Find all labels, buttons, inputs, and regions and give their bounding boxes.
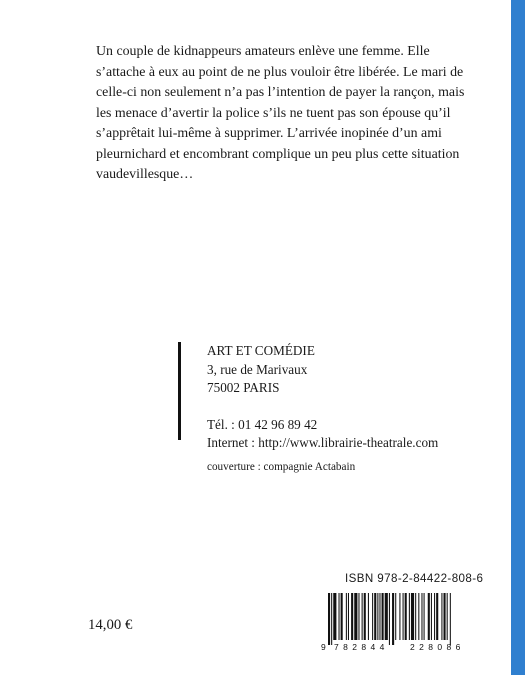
publisher-street: 3, rue de Marivaux [207, 361, 308, 377]
barcode-digit-prefix: 9 [321, 642, 326, 652]
cover-credit: couverture : compagnie Actabain [207, 461, 356, 473]
blurb-line: pleurnichard et encombrant complique un peu plus cette situation [96, 146, 460, 162]
barcode-bar [399, 593, 400, 640]
barcode-bar [447, 593, 448, 640]
barcode-bar [436, 593, 438, 640]
barcode-bar [339, 593, 340, 640]
blurb-line: celle-ci non seulement n’a pas l’intention de payer la rançon, mais [96, 85, 465, 100]
barcode-bar [374, 593, 376, 640]
spacer [207, 398, 438, 416]
publisher-city: 75002 PARIS [207, 380, 280, 395]
barcode-bar [358, 593, 359, 640]
barcode-bar [444, 593, 446, 640]
barcode-bar [346, 593, 347, 640]
barcode-bar [333, 593, 336, 640]
barcode-bar [379, 593, 380, 640]
blurb-line: s’attache à eux au point de ne plus vouloir être libérée. Le mari de [96, 64, 464, 80]
blurb-line: vaudevillesque… [96, 167, 194, 182]
barcode-bar [392, 593, 394, 645]
barcode-digits-left: 782844 [334, 642, 389, 652]
barcode-digits-right: 228086 [410, 642, 465, 652]
barcode-bar [421, 593, 422, 640]
barcode-bar [428, 593, 430, 640]
blurb-line: les menace d’avertir la police s’ils ne tuent pas son épouse qu’il [96, 105, 451, 121]
barcode-bar [364, 593, 366, 640]
isbn-label: ISBN 978-2-84422-808-6 [345, 572, 484, 585]
blurb-line: s’apprêtait lui-même à supprimer. L’arrivée inopinée d’un ami [96, 126, 442, 141]
barcode-bar [385, 593, 388, 640]
barcode-bar [348, 593, 349, 640]
barcode-bar [431, 593, 432, 640]
back-cover-blurb [96, 42, 499, 186]
barcode-bar [395, 593, 396, 640]
blurb-line: Un couple de kidnappeurs amateurs enlève une femme. Elle [96, 44, 430, 59]
barcode-bar [441, 593, 442, 640]
barcode-bar [341, 593, 343, 640]
barcode-bar [424, 593, 425, 640]
isbn-barcode [320, 593, 493, 653]
barcode-bar [450, 593, 451, 645]
barcode-bar [328, 593, 330, 645]
barcode-bar [411, 593, 414, 640]
publisher-website: Internet : http://www.librairie-theatrale.com [207, 435, 439, 450]
barcode-bar [434, 593, 435, 640]
publisher-phone: Tél. : 01 42 96 89 42 [207, 416, 318, 432]
publisher-block [178, 342, 439, 450]
barcode-bar [403, 593, 404, 640]
barcode-bar [382, 593, 384, 640]
publisher-name: ART ET COMÉDIE [207, 343, 315, 358]
barcode-bar [362, 593, 363, 640]
price: 14,00 € [88, 617, 133, 633]
barcode-bar [415, 593, 416, 640]
barcode-bar [418, 593, 419, 640]
barcode-bar [331, 593, 332, 645]
barcode-bar [372, 593, 373, 640]
barcode-bar [409, 593, 410, 640]
barcode-bar [389, 593, 390, 645]
spine-stripe [511, 0, 525, 675]
barcode-bar [405, 593, 407, 640]
barcode-bar [354, 593, 357, 640]
barcode-bar [377, 593, 378, 640]
barcode-bar [351, 593, 353, 640]
barcode-bar [368, 593, 369, 640]
